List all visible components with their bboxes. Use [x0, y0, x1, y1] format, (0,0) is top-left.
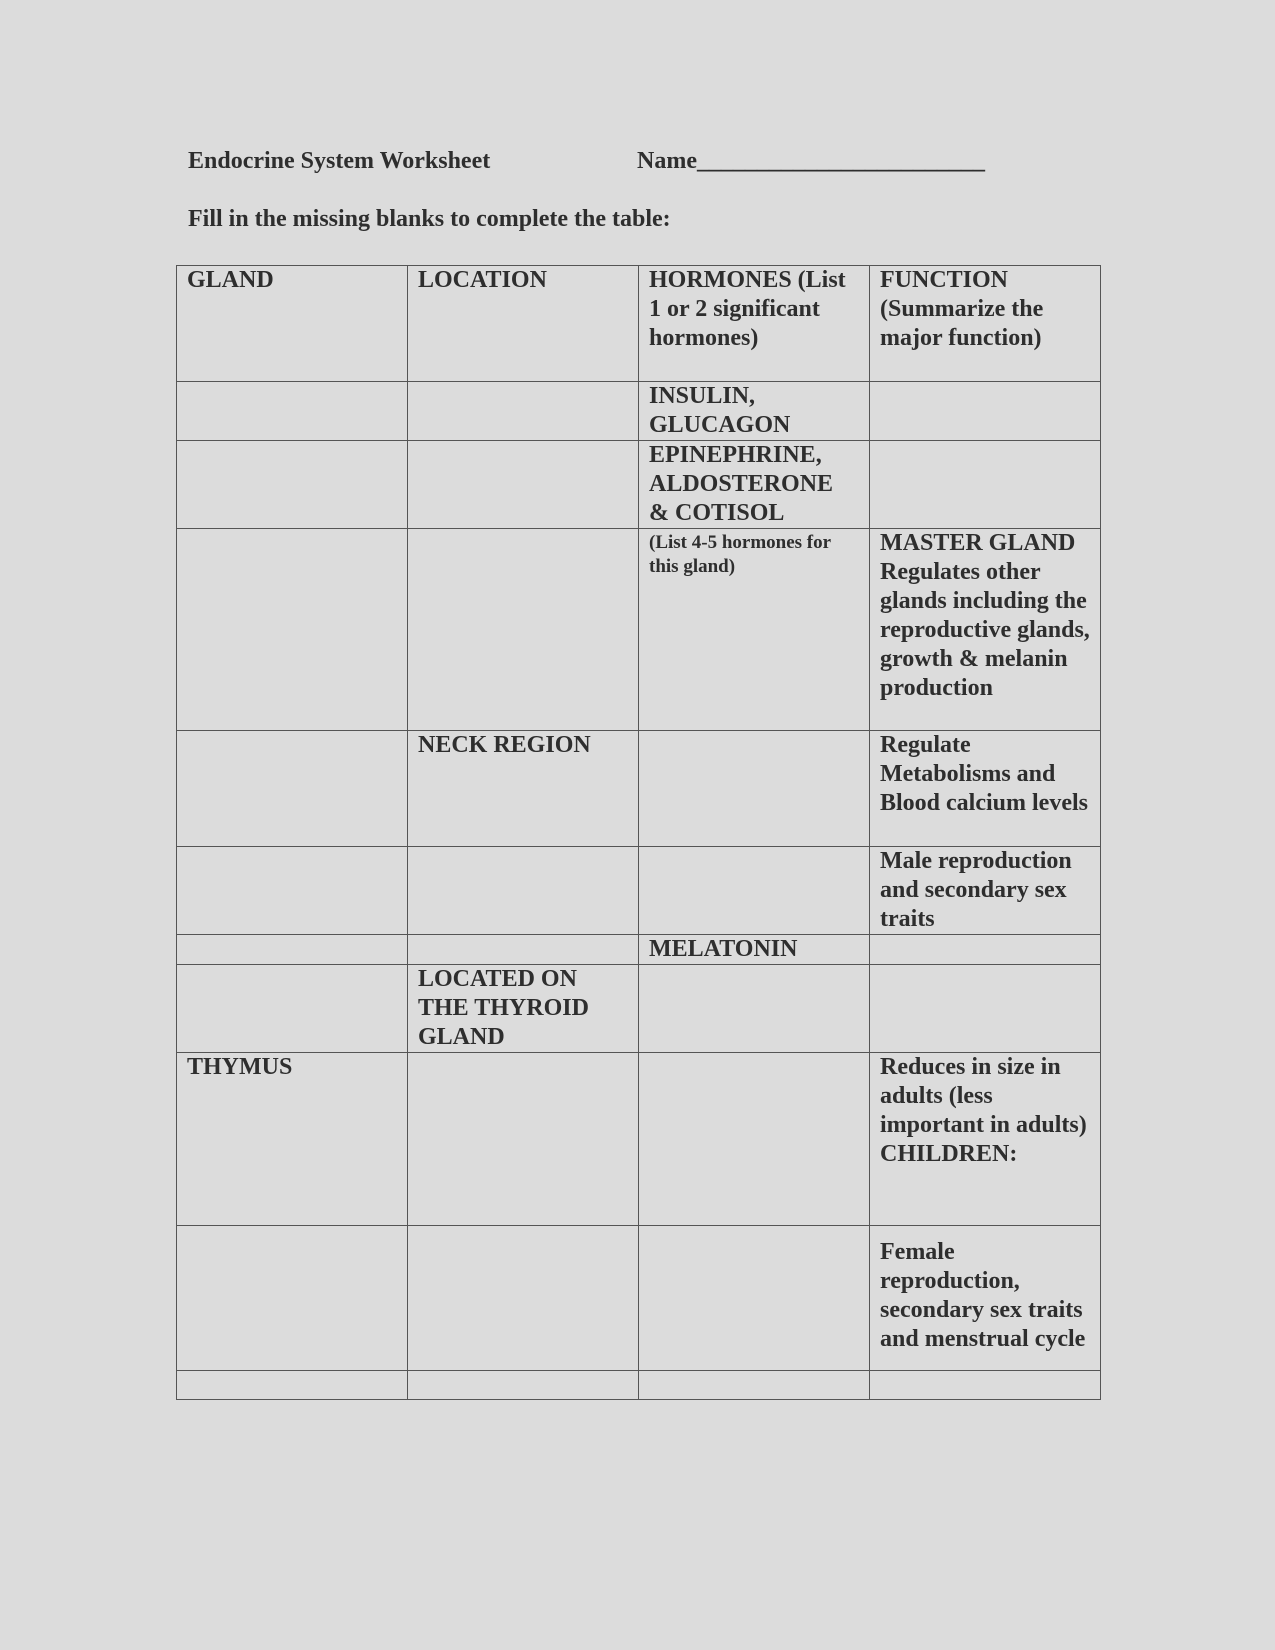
cell-gland[interactable]: [177, 935, 408, 965]
cell-function[interactable]: [870, 382, 1101, 441]
cell-hormones[interactable]: [639, 731, 870, 847]
table-row: [177, 847, 1101, 935]
table-row: [177, 1226, 1101, 1371]
table-row: [177, 1053, 1101, 1226]
cell-hormones[interactable]: [639, 1371, 870, 1400]
cell-gland[interactable]: [177, 1226, 408, 1371]
cell-gland[interactable]: [177, 441, 408, 529]
cell-gland[interactable]: [177, 731, 408, 847]
cell-location[interactable]: [408, 847, 639, 935]
cell-hormones[interactable]: [639, 847, 870, 935]
cell-function[interactable]: [870, 1371, 1101, 1400]
table-row: [177, 382, 1101, 441]
cell-function: Regulate Metabolisms and Blood calcium levels: [870, 731, 1101, 847]
header-gland: GLAND: [177, 266, 408, 382]
table-header-row: [177, 266, 1101, 382]
cell-function: Male reproduction and secondary sex traits: [870, 847, 1101, 935]
cell-hormones: MELATONIN: [639, 935, 870, 965]
instructions: Fill in the missing blanks to complete the table:: [188, 206, 671, 232]
cell-gland: THYMUS: [177, 1053, 408, 1226]
table-row: [177, 965, 1101, 1053]
cell-location: LOCATED ON THE THYROID GLAND: [408, 965, 639, 1053]
cell-location[interactable]: [408, 935, 639, 965]
cell-location[interactable]: [408, 1053, 639, 1226]
cell-hormones[interactable]: [639, 1053, 870, 1226]
table-row: [177, 731, 1101, 847]
cell-function: Reduces in size in adults (less important in adults) CHILDREN:: [870, 1053, 1101, 1226]
cell-hormones: EPINEPHRINE, ALDOSTERONE & COTISOL: [639, 441, 870, 529]
cell-location[interactable]: [408, 441, 639, 529]
cell-function[interactable]: [870, 965, 1101, 1053]
cell-hormones[interactable]: [639, 1226, 870, 1371]
cell-gland[interactable]: [177, 965, 408, 1053]
cell-function[interactable]: [870, 441, 1101, 529]
cell-gland[interactable]: [177, 529, 408, 731]
cell-function: MASTER GLAND Regulates other glands including the reproductive glands, growth & melanin production: [870, 529, 1101, 731]
table-row: [177, 441, 1101, 529]
table-row: [177, 1371, 1101, 1400]
hormones-hint: (List 4-5 hormones for this gland): [649, 532, 831, 577]
cell-hormones: INSULIN, GLUCAGON: [639, 382, 870, 441]
table-row: [177, 529, 1101, 731]
cell-location[interactable]: [408, 1371, 639, 1400]
header-location: LOCATION: [408, 266, 639, 382]
worksheet-title: Endocrine System Worksheet: [188, 148, 491, 174]
table-row: [177, 935, 1101, 965]
cell-gland[interactable]: [177, 382, 408, 441]
cell-location[interactable]: [408, 1226, 639, 1371]
cell-function[interactable]: [870, 935, 1101, 965]
endocrine-table: [176, 265, 1101, 1400]
cell-gland[interactable]: [177, 1371, 408, 1400]
cell-function: Female reproduction, secondary sex traits and menstrual cycle: [870, 1226, 1101, 1371]
name-field[interactable]: Name________________________: [637, 148, 985, 174]
cell-hormones[interactable]: [639, 529, 870, 731]
cell-location[interactable]: [408, 382, 639, 441]
header-function: FUNCTION (Summarize the major function): [870, 266, 1101, 382]
cell-gland[interactable]: [177, 847, 408, 935]
header-hormones: HORMONES (List 1 or 2 significant hormones): [639, 266, 870, 382]
cell-location: NECK REGION: [408, 731, 639, 847]
cell-hormones[interactable]: [639, 965, 870, 1053]
cell-location[interactable]: [408, 529, 639, 731]
